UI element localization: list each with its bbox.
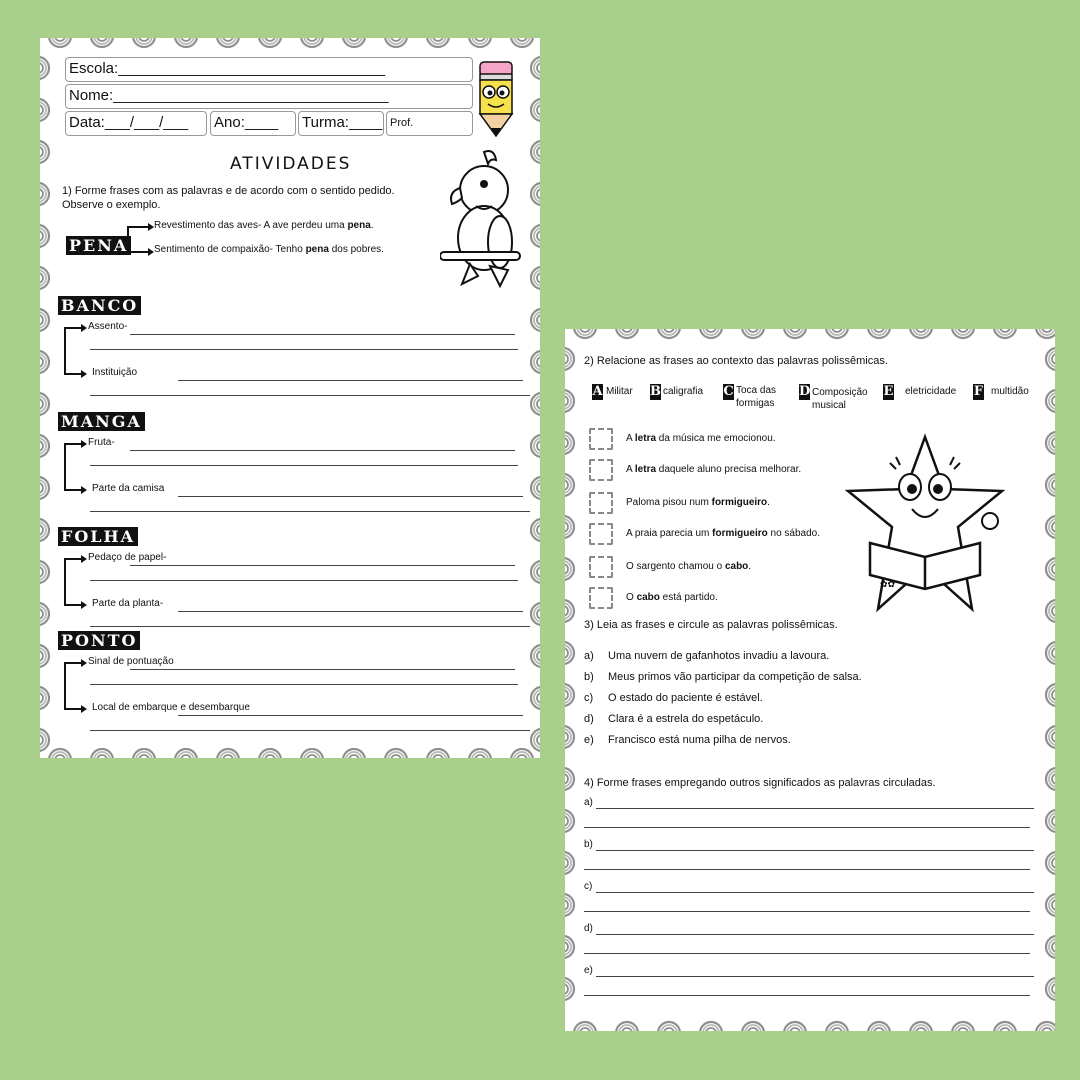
item-text: Meus primos vão participar da competição de salsa. <box>608 671 862 683</box>
answer-line[interactable] <box>90 580 518 581</box>
option-letter-d: D <box>799 384 811 399</box>
school-field[interactable]: Escola:________________________________ <box>65 57 473 82</box>
answer-line[interactable] <box>130 450 515 451</box>
answer-line[interactable] <box>90 626 530 627</box>
item-text: O estado do paciente é estável. <box>608 692 763 704</box>
example-sense-b: Sentimento de compaixão- Tenho pena dos pobres. <box>154 244 384 255</box>
q3-instruction: 3) Leia as frases e circule as palavras polissêmicas. <box>584 619 838 631</box>
bracket-line <box>127 226 149 228</box>
answer-checkbox[interactable] <box>589 523 613 545</box>
sense-label: Parte da camisa <box>92 483 165 494</box>
arrow-right-icon <box>81 440 87 448</box>
item-label: b) <box>584 671 594 683</box>
sense-label: Local de embarque e desembarque <box>92 702 250 713</box>
sentence-text <box>626 528 820 539</box>
polysemic-word: formigueiro <box>712 528 768 539</box>
option-letter-a: A <box>592 384 603 399</box>
answer-line[interactable] <box>90 730 530 731</box>
arrow-right-icon <box>81 601 87 609</box>
item-label: d) <box>584 713 594 725</box>
option-letter-f: F <box>973 384 984 399</box>
sentence-post: . <box>748 561 752 572</box>
answer-line[interactable] <box>130 669 515 670</box>
item-text: Uma nuvem de gafanhotos invadiu a lavoura. <box>608 650 830 662</box>
answer-line[interactable] <box>584 911 1030 912</box>
option-label-e: eletricidade <box>905 386 957 397</box>
answer-line[interactable] <box>596 976 1034 977</box>
name-field[interactable]: Nome:_________________________________ <box>65 84 473 109</box>
bracket <box>64 662 66 708</box>
pencil-mascot-icon <box>476 60 516 138</box>
word-badge: PONTO <box>58 631 140 650</box>
answer-checkbox[interactable] <box>589 459 613 481</box>
teacher-field[interactable]: Prof. <box>386 111 473 136</box>
answer-line[interactable] <box>584 953 1030 954</box>
answer-line[interactable] <box>178 496 523 497</box>
item-label: e) <box>584 734 594 746</box>
parrot-illustration-icon <box>440 146 522 290</box>
option-label-d-2: musical <box>812 400 846 411</box>
star-reading-book-icon <box>840 429 1010 619</box>
option-label-a: Militar <box>606 386 633 397</box>
bracket-line <box>64 373 82 375</box>
sentence-pre: A praia parecia um <box>626 528 713 539</box>
item-text: Clara é a estrela do espetáculo. <box>608 713 764 725</box>
answer-line[interactable] <box>596 892 1034 893</box>
q1-instruction-2: Observe o exemplo. <box>62 199 161 211</box>
sentence-text <box>626 433 776 444</box>
polysemic-word: cabo <box>636 592 660 603</box>
sense-label: Instituição <box>92 367 138 378</box>
answer-line[interactable] <box>178 380 523 381</box>
answer-label: c) <box>584 881 593 892</box>
example-sense-a: Revestimento das aves- A ave perdeu uma pena. <box>154 220 374 231</box>
arrow-right-icon <box>81 486 87 494</box>
sense-label: Pedaço de papel- <box>88 552 167 563</box>
answer-checkbox[interactable] <box>589 587 613 609</box>
sentence-text <box>626 561 751 572</box>
answer-label: a) <box>584 797 593 808</box>
answer-line[interactable] <box>596 808 1034 809</box>
date-field[interactable]: Data:___/___/___ <box>65 111 207 136</box>
answer-checkbox[interactable] <box>589 556 613 578</box>
option-letter-b: B <box>650 384 661 399</box>
sentence-post: da música me emocionou. <box>656 433 776 444</box>
sentence-pre: Paloma pisou num <box>626 497 712 508</box>
worksheet-page-1 <box>40 38 540 758</box>
svg-text:✿✿: ✿✿ <box>880 580 896 590</box>
answer-line[interactable] <box>596 934 1034 935</box>
option-label-c: Toca das <box>736 385 777 396</box>
sentence-pre: O sargento chamou o <box>626 561 725 572</box>
q2-instruction: 2) Relacione as frases ao contexto das palavras polissêmicas. <box>584 355 888 367</box>
example-word-badge: PENA <box>66 236 131 255</box>
answer-line[interactable] <box>584 869 1030 870</box>
sentence-text <box>626 464 801 475</box>
sentence-pre: A <box>626 433 635 444</box>
bracket-line <box>64 327 82 329</box>
bracket <box>64 443 66 489</box>
answer-line[interactable] <box>130 565 515 566</box>
option-label-b: caligrafia <box>663 386 704 397</box>
answer-line[interactable] <box>596 850 1034 851</box>
polysemic-word: cabo <box>724 561 749 572</box>
bracket-line <box>127 251 149 253</box>
answer-line[interactable] <box>584 995 1030 996</box>
example-bracket <box>127 226 129 252</box>
sentence-post: no sábado. <box>767 528 820 539</box>
word-badge: BANCO <box>58 296 141 315</box>
answer-checkbox[interactable] <box>589 492 613 514</box>
item-text: Francisco está numa pilha de nervos. <box>608 734 791 746</box>
arrow-right-icon <box>81 370 87 378</box>
answer-line[interactable] <box>90 349 518 350</box>
class-field[interactable]: Turma:____ <box>298 111 384 136</box>
answer-line[interactable] <box>90 684 518 685</box>
sentence-pre: A <box>626 464 635 475</box>
arrow-right-icon <box>81 324 87 332</box>
item-label: a) <box>584 650 594 662</box>
word-badge: MANGA <box>58 412 145 431</box>
option-label-f: multidão <box>991 386 1029 397</box>
bracket-line <box>64 708 82 710</box>
sentence-text <box>626 592 718 603</box>
option-letter-e: E <box>883 384 894 399</box>
answer-line[interactable] <box>178 715 523 716</box>
answer-line[interactable] <box>178 611 523 612</box>
answer-label: e) <box>584 965 593 976</box>
year-field[interactable]: Ano:____ <box>210 111 296 136</box>
sentence-post: está partido. <box>659 592 718 603</box>
polysemic-word: letra <box>634 433 657 444</box>
option-label-c-2: formigas <box>736 398 775 409</box>
bracket-line <box>64 604 82 606</box>
sentence-pre: O <box>626 592 637 603</box>
word-badge: FOLHA <box>58 527 138 546</box>
answer-line[interactable] <box>90 395 530 396</box>
answer-label: d) <box>584 923 593 934</box>
arrow-right-icon <box>81 659 87 667</box>
bracket-line <box>64 489 82 491</box>
option-letter-c: C <box>723 384 734 399</box>
item-label: c) <box>584 692 594 704</box>
sense-label: Parte da planta- <box>92 598 164 609</box>
worksheet-page-2 <box>565 329 1055 1031</box>
sense-label: Sinal de pontuação <box>88 656 174 667</box>
arrow-right-icon <box>81 555 87 563</box>
answer-line[interactable] <box>130 334 515 335</box>
bracket <box>64 558 66 604</box>
sentence-post: . <box>767 497 770 508</box>
bracket-line <box>64 443 82 445</box>
polysemic-word: letra <box>634 464 657 475</box>
bracket <box>64 327 66 373</box>
sense-label: Assento- <box>88 321 128 332</box>
polysemic-word: formigueiro <box>711 497 768 508</box>
sense-label: Fruta- <box>88 437 115 448</box>
answer-checkbox[interactable] <box>589 428 613 450</box>
worksheet-title: ATIVIDADES <box>230 154 352 174</box>
q4-instruction: 4) Forme frases empregando outros significados as palavras circuladas. <box>584 777 936 789</box>
answer-line[interactable] <box>90 511 530 512</box>
answer-label: b) <box>584 839 593 850</box>
answer-line[interactable] <box>584 827 1030 828</box>
option-label-d: Composição <box>812 387 868 398</box>
bracket-line <box>64 662 82 664</box>
sentence-post: daquele aluno precisa melhorar. <box>656 464 802 475</box>
q1-instruction: 1) Forme frases com as palavras e de acordo com o sentido pedido. <box>62 185 395 197</box>
sentence-text <box>626 497 770 508</box>
arrow-right-icon <box>81 705 87 713</box>
bracket-line <box>64 558 82 560</box>
answer-line[interactable] <box>90 465 518 466</box>
